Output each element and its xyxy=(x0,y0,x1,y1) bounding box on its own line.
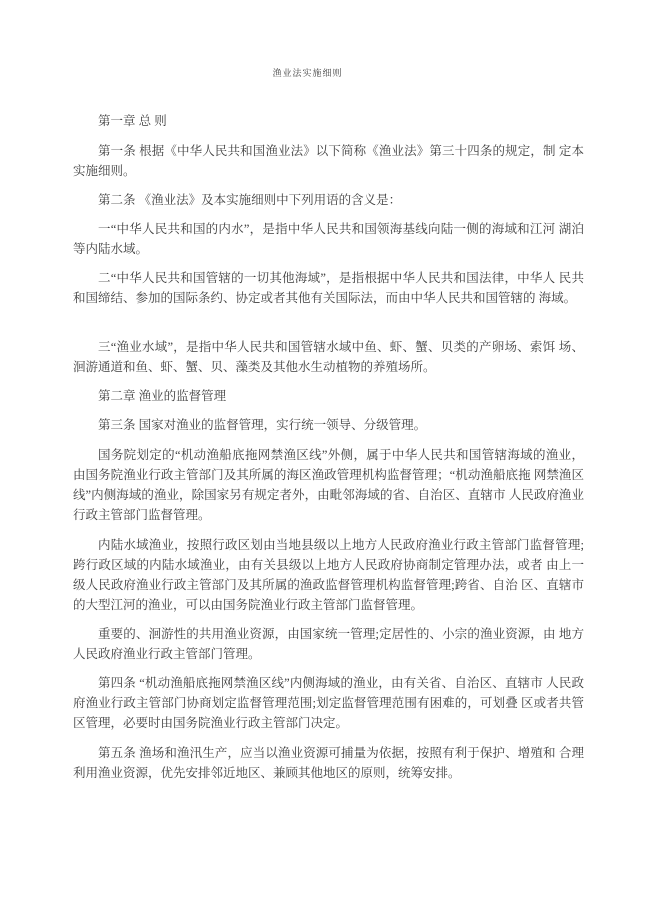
definition-item-3: 三“渔业水域”，是指中华人民共和国管辖水域中鱼、虾、蟹、贝类的产卵场、索饵 场、洄游通道和鱼、虾、蟹、贝、藻类及其他水生动植物的养殖场所。 xyxy=(73,340,584,374)
chapter-heading-1: 第一章 总 则 xyxy=(98,114,167,128)
article-3-paragraph-3: 内陆水域渔业，按照行政区划由当地县级以上地方人民政府渔业行政主管部门监督管理;跨行政区域的内陆水域渔业，由有关县级以上地方人民政府协商制定管理办法，或者 由上一级人民政府渔业行政主管部门及其所属的渔政监督管理机构监督管理;跨省、自治 区、直辖市的大型江河的渔业，可以由国务院渔业行政主管部门监督管理。 xyxy=(73,538,584,612)
document-title: 渔业法实施细则 xyxy=(272,68,343,78)
article-5-paragraph: 第五条 渔场和渔汛生产，应当以渔业资源可捕量为依据，按照有利于保护、增殖和 合理利用渔业资源，优先安排邻近地区、兼顾其他地区的原则，统筹安排。 xyxy=(73,746,584,780)
article-2-paragraph: 第二条 《渔业法》及本实施细则中下列用语的含义是： xyxy=(98,193,402,207)
article-3-paragraph-4: 重要的、洄游性的共用渔业资源，由国家统一管理;定居性的、小宗的渔业资源，由 地方人民政府渔业行政主管部门管理。 xyxy=(73,627,584,661)
article-3-paragraph-2: 国务院划定的“机动渔船底拖网禁渔区线”外侧，属于中华人民共和国管辖海域的渔业，由国务院渔业行政主管部门及其所属的海区渔政管理机构监督管理；“机动渔船底拖 网禁渔区线”内侧海域的渔业，除国家另有规定者外，由毗邻海域的省、自治区、直辖市 人民政府渔业行政主管部门监督管理。 xyxy=(73,448,584,522)
article-1-paragraph: 第一条 根据《中华人民共和国渔业法》以下简称《渔业法》第三十四条的规定，制 定本实施细则。 xyxy=(73,144,584,178)
article-4-paragraph: 第四条 “机动渔船底拖网禁渔区线”内侧海域的渔业，由有关省、自治区、直辖市 人民政府渔业行政主管部门协商划定监督管理范围;划定监督管理范围有困难的，可划叠 区或者共管区管理，必要时由国务院渔业行政主管部门决定。 xyxy=(73,676,584,730)
article-3-paragraph-1: 第三条 国家对渔业的监督管理，实行统一领导、分级管理。 xyxy=(98,418,427,432)
definition-item-1: 一“中华人民共和国的内水”，是指中华人民共和国领海基线向陆一侧的海域和江河 湖泊等内陆水域。 xyxy=(73,222,584,256)
definition-item-2: 二“中华人民共和国管辖的一切其他海域”，是指根据中华人民共和国法律，中华人 民共和国缔结、参加的国际条约、协定或者其他有关国际法，而由中华人民共和国管辖的 海域。 xyxy=(73,271,584,305)
chapter-heading-2: 第二章 渔业的监督管理 xyxy=(98,389,227,403)
